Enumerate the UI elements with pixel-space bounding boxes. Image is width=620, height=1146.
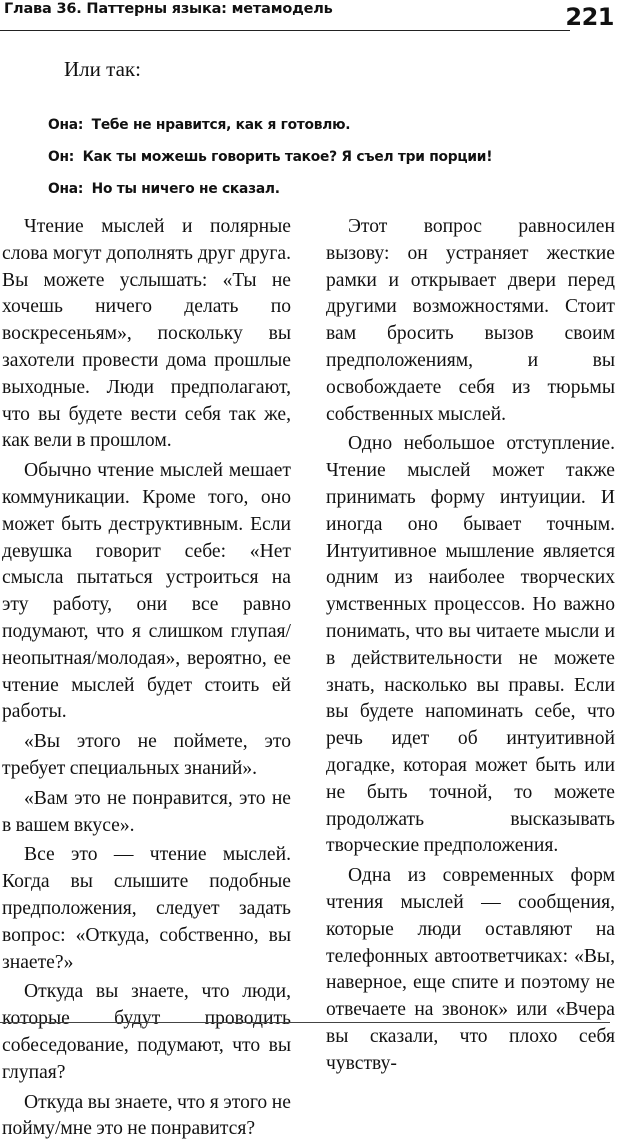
dialogue-text: Тебе не нравится, как я готовлю. bbox=[91, 117, 351, 133]
paragraph: Откуда вы знаете, что люди, которые будут проводить собеседование, подумают, что вы глупая? bbox=[2, 981, 291, 1083]
dialogue-line bbox=[48, 178, 608, 210]
left-column bbox=[2, 214, 291, 1146]
paragraph: Одна из современных форм чтения мыслей — сообщения, которые люди оставляют на телефонных автоответчиках: «Вы, наверное, еще спите и поэтому не отвечаете на звонок» или «Вчера вы сказали, что плохо себя чувству- bbox=[326, 865, 615, 1074]
right-column bbox=[326, 214, 615, 1081]
page-header bbox=[0, 0, 620, 40]
paragraph: Обычно чтение мыслей мешает коммуникации. Кроме того, оно может быть деструктивным. Если девушка говорит себе: «Нет смысла пытаться устроиться на эту работу, они все равно подумают, что я слишком глупая/неопытная/молодая», вероятно, ее чтение мыслей будет стоить ей работы. bbox=[2, 460, 291, 723]
footer-rule bbox=[0, 1022, 610, 1023]
paragraph: «Вы этого не поймете, это требует специальных знаний». bbox=[2, 731, 291, 779]
dialogue-speaker: Она: bbox=[48, 181, 84, 197]
running-head: Глава 36. Паттерны языка: метамодель bbox=[4, 1, 333, 17]
dialogue-speaker: Он: bbox=[48, 149, 75, 165]
paragraph: Все это — чтение мыслей. Когда вы слышите подобные предположения, следует задать вопрос: «Откуда, собственно, вы знаете?» bbox=[2, 844, 291, 973]
paragraph: Этот вопрос равносилен вызову: он устраняет жесткие рамки и открывает двери перед другими возможностями. Стоит вам бросить вызов своим предположениям, и вы освобождаете себя из тюрьмы собственных мыслей. bbox=[326, 216, 615, 425]
dialogue-text: Как ты можешь говорить такое? Я съел три порции! bbox=[82, 149, 493, 165]
paragraph: Одно небольшое отступление. Чтение мыслей может также принимать форму интуиции. И иногда оно бывает точным. Интуитивное мышление является одним из наиболее творческих умственных процессов. Но важно понимать, что вы читаете мысли и в действительности не можете знать, насколько вы правы. Если вы будете напоминать себе, что речь идет об интуитивной догадке, которая может быть или не быть точной, то можете продолжать высказывать творческие предположения. bbox=[326, 433, 615, 857]
page-number: 221 bbox=[565, 3, 614, 31]
header-rule bbox=[0, 30, 570, 31]
paragraph: Чтение мыслей и полярные слова могут дополнять друг друга. Вы можете услышать: «Ты не хочешь ничего делать по воскресеньям», поскольку вы захотели провести дома прошлые выходные. Люди предполагают, что вы будете вести себя так же, как вели в прошлом. bbox=[2, 216, 291, 452]
dialogue-line bbox=[48, 114, 608, 146]
intro-text: Или так: bbox=[64, 57, 141, 81]
dialogue-block bbox=[48, 114, 608, 210]
paragraph: «Вам это не понравится, это не в вашем вкусе». bbox=[2, 787, 291, 836]
paragraph: Откуда вы знаете, что я этого не пойму/мне это не понравится? bbox=[2, 1091, 291, 1140]
dialogue-text: Но ты ничего не сказал. bbox=[91, 181, 280, 197]
dialogue-line bbox=[48, 146, 608, 178]
dialogue-speaker: Она: bbox=[48, 117, 84, 133]
